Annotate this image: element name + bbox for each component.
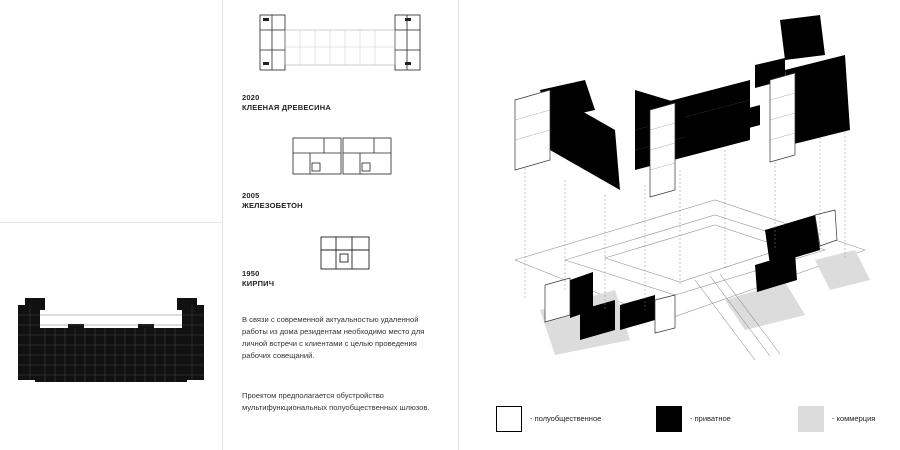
plan-year: 2020	[242, 93, 260, 102]
plan-label-2005	[242, 191, 303, 211]
divider-right	[458, 0, 459, 450]
building-elevation	[0, 290, 222, 410]
description-paragraph-1: В связи с современной актуальностью удаленной работы из дома резидентам необходимо место для личной встречи с клиентами с целью проведения рабочих совещаний.	[242, 315, 425, 360]
legend-swatch-private	[656, 406, 682, 432]
legend-label-commercial: - коммерция	[832, 414, 876, 423]
plan-material: КЛЕЕНАЯ ДРЕВЕСИНА	[242, 103, 331, 112]
legend-swatch-semipublic	[496, 406, 522, 432]
legend-label-semipublic: - полуобщественное	[530, 414, 602, 423]
divider-left	[222, 0, 223, 450]
plan-year: 2005	[242, 191, 260, 200]
plan-year: 1950	[242, 269, 260, 278]
description-paragraph-2: Проектом предполагается обустройство мультифункциональных полуобщественных шлюзов.	[242, 391, 430, 412]
floor-plan-2005	[290, 135, 410, 185]
plan-material: ЖЕЛЕЗОБЕТОН	[242, 201, 303, 210]
legend-label-private: - приватное	[690, 414, 731, 423]
floor-plan-2020	[255, 10, 435, 80]
divider-horizontal	[0, 222, 222, 223]
axonometric-diagram	[485, 10, 885, 370]
plan-material: КИРПИЧ	[242, 279, 275, 288]
plan-label-1950	[242, 269, 274, 289]
legend-swatch-commercial	[798, 406, 824, 432]
plan-label-2020	[242, 93, 331, 113]
floor-plan-1950	[318, 232, 378, 277]
